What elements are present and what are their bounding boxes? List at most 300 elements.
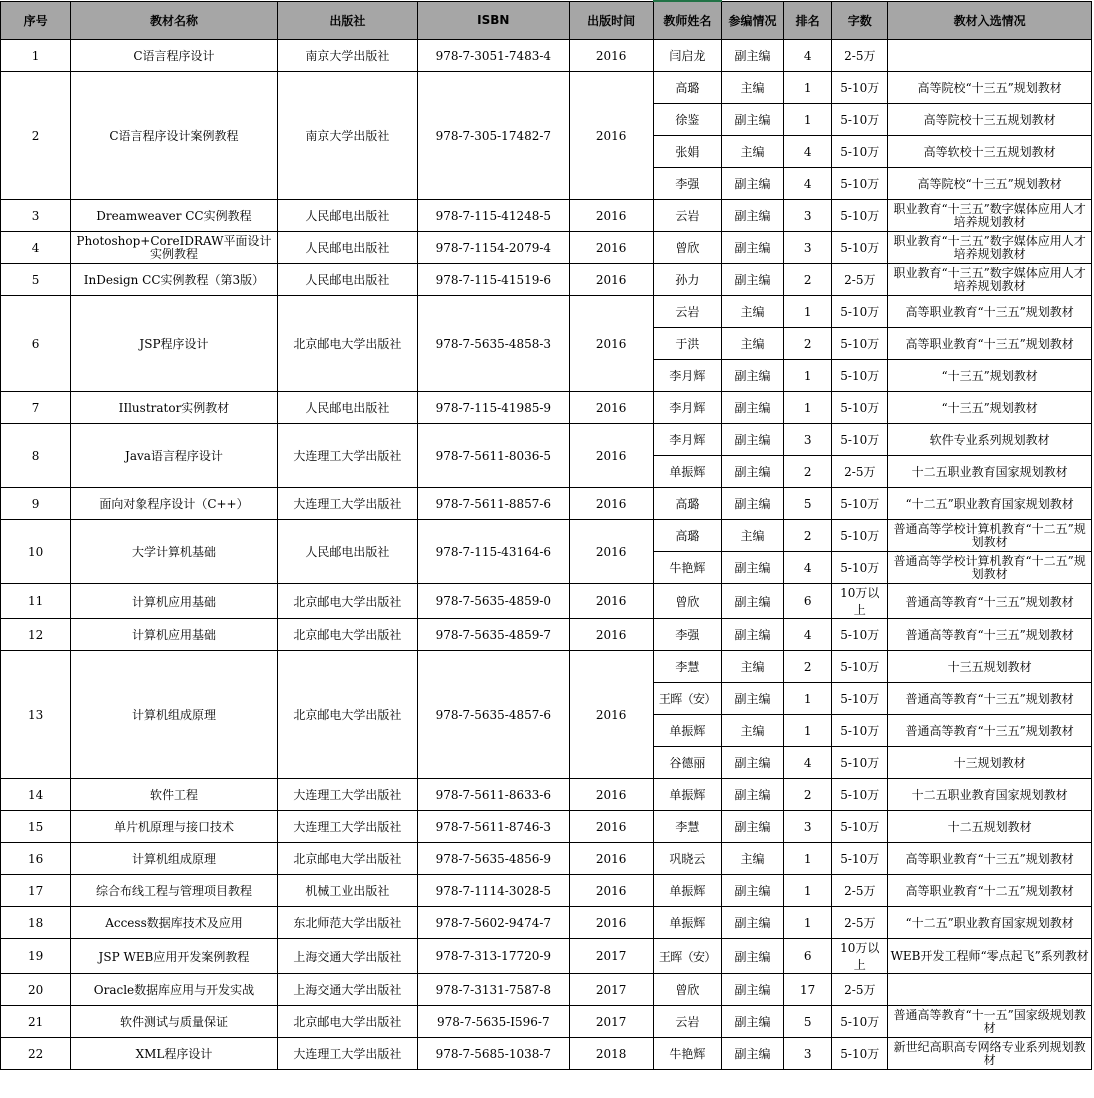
cell-no[interactable]: 6: [1, 296, 71, 392]
cell-rank[interactable]: 1: [784, 360, 832, 392]
cell-teacher[interactable]: 高璐: [653, 520, 721, 552]
cell-rank[interactable]: 5: [784, 1006, 832, 1038]
cell-role[interactable]: 副主编: [721, 456, 783, 488]
cell-teacher[interactable]: 云岩: [653, 1006, 721, 1038]
cell-rank[interactable]: 1: [784, 296, 832, 328]
cell-words[interactable]: 5-10万: [832, 779, 888, 811]
cell-selection[interactable]: 高等软校十三五规划教材: [888, 136, 1092, 168]
cell-year[interactable]: 2016: [569, 779, 653, 811]
cell-year[interactable]: 2016: [569, 520, 653, 584]
cell-words[interactable]: 5-10万: [832, 424, 888, 456]
cell-teacher[interactable]: 曾欣: [653, 584, 721, 619]
cell-teacher[interactable]: 李月辉: [653, 360, 721, 392]
cell-role[interactable]: 副主编: [721, 360, 783, 392]
cell-title[interactable]: 计算机应用基础: [71, 619, 278, 651]
cell-role[interactable]: 副主编: [721, 200, 783, 232]
cell-isbn[interactable]: 978-7-5685-1038-7: [418, 1038, 569, 1070]
cell-selection[interactable]: WEB开发工程师“零点起飞”系列教材: [888, 939, 1092, 974]
cell-teacher[interactable]: 牛艳辉: [653, 552, 721, 584]
cell-year[interactable]: 2016: [569, 619, 653, 651]
cell-words[interactable]: 10万以上: [832, 584, 888, 619]
cell-role[interactable]: 副主编: [721, 683, 783, 715]
cell-year[interactable]: 2016: [569, 392, 653, 424]
cell-isbn[interactable]: 978-7-5611-8746-3: [418, 811, 569, 843]
cell-no[interactable]: 10: [1, 520, 71, 584]
cell-rank[interactable]: 1: [784, 683, 832, 715]
cell-year[interactable]: 2016: [569, 584, 653, 619]
cell-title[interactable]: C语言程序设计: [71, 40, 278, 72]
cell-rank[interactable]: 6: [784, 584, 832, 619]
cell-teacher[interactable]: 于洪: [653, 328, 721, 360]
cell-words[interactable]: 5-10万: [832, 811, 888, 843]
cell-words[interactable]: 5-10万: [832, 552, 888, 584]
cell-selection[interactable]: “十三五”规划教材: [888, 360, 1092, 392]
header-row: [1, 1, 1092, 40]
cell-teacher[interactable]: 孙力: [653, 264, 721, 296]
cell-teacher[interactable]: 云岩: [653, 296, 721, 328]
cell-publisher[interactable]: 北京邮电大学出版社: [277, 584, 417, 619]
cell-title[interactable]: XML程序设计: [71, 1038, 278, 1070]
cell-publisher[interactable]: 北京邮电大学出版社: [277, 1006, 417, 1038]
cell-no[interactable]: 15: [1, 811, 71, 843]
cell-role[interactable]: 副主编: [721, 875, 783, 907]
cell-words[interactable]: 5-10万: [832, 1038, 888, 1070]
cell-words[interactable]: 5-10万: [832, 72, 888, 104]
cell-no[interactable]: 8: [1, 424, 71, 488]
header-year[interactable]: 出版时间: [569, 1, 653, 40]
cell-words[interactable]: 5-10万: [832, 520, 888, 552]
cell-words[interactable]: 5-10万: [832, 651, 888, 683]
cell-no[interactable]: 18: [1, 907, 71, 939]
cell-role[interactable]: 主编: [721, 715, 783, 747]
cell-rank[interactable]: 1: [784, 875, 832, 907]
cell-role[interactable]: 副主编: [721, 1038, 783, 1070]
cell-title[interactable]: 计算机组成原理: [71, 843, 278, 875]
cell-publisher[interactable]: 大连理工大学出版社: [277, 1038, 417, 1070]
cell-year[interactable]: 2016: [569, 72, 653, 200]
cell-title[interactable]: C语言程序设计案例教程: [71, 72, 278, 200]
cell-no[interactable]: 11: [1, 584, 71, 619]
cell-role[interactable]: 副主编: [721, 907, 783, 939]
cell-selection[interactable]: 职业教育“十三五”数字媒体应用人才培养规划教材: [888, 264, 1092, 296]
cell-rank[interactable]: 2: [784, 328, 832, 360]
table-row: [1, 779, 1092, 811]
cell-teacher[interactable]: 李慧: [653, 811, 721, 843]
cell-no[interactable]: 12: [1, 619, 71, 651]
cell-no[interactable]: 16: [1, 843, 71, 875]
cell-words[interactable]: 5-10万: [832, 392, 888, 424]
table-row: [1, 843, 1092, 875]
cell-teacher[interactable]: 单振辉: [653, 715, 721, 747]
cell-publisher[interactable]: 南京大学出版社: [277, 72, 417, 200]
cell-role[interactable]: 主编: [721, 328, 783, 360]
cell-teacher[interactable]: 李强: [653, 619, 721, 651]
table-row: [1, 875, 1092, 907]
cell-words[interactable]: 5-10万: [832, 296, 888, 328]
cell-role[interactable]: 副主编: [721, 40, 783, 72]
cell-year[interactable]: 2017: [569, 974, 653, 1006]
table-row: [1, 907, 1092, 939]
cell-rank[interactable]: 4: [784, 40, 832, 72]
cell-selection[interactable]: 高等院校“十三五”规划教材: [888, 168, 1092, 200]
header-teacher[interactable]: 教师姓名: [653, 1, 721, 40]
cell-no[interactable]: 21: [1, 1006, 71, 1038]
cell-title[interactable]: Oracle数据库应用与开发实战: [71, 974, 278, 1006]
cell-words[interactable]: 5-10万: [832, 104, 888, 136]
cell-teacher[interactable]: 李月辉: [653, 424, 721, 456]
cell-rank[interactable]: 1: [784, 843, 832, 875]
cell-year[interactable]: 2016: [569, 424, 653, 488]
table-row: [1, 424, 1092, 456]
cell-publisher[interactable]: 人民邮电出版社: [277, 520, 417, 584]
cell-rank[interactable]: 3: [784, 200, 832, 232]
cell-selection[interactable]: 高等院校“十三五”规划教材: [888, 72, 1092, 104]
cell-selection[interactable]: 高等职业教育“十二五”规划教材: [888, 875, 1092, 907]
cell-year[interactable]: 2018: [569, 1038, 653, 1070]
cell-publisher[interactable]: 北京邮电大学出版社: [277, 296, 417, 392]
cell-selection[interactable]: 软件专业系列规划教材: [888, 424, 1092, 456]
header-selection[interactable]: 教材入选情况: [888, 1, 1092, 40]
table-row: [1, 264, 1092, 296]
cell-publisher[interactable]: 南京大学出版社: [277, 40, 417, 72]
cell-isbn[interactable]: 978-7-115-41985-9: [418, 392, 569, 424]
cell-selection[interactable]: [888, 40, 1092, 72]
cell-year[interactable]: 2016: [569, 296, 653, 392]
cell-teacher[interactable]: 闫启龙: [653, 40, 721, 72]
cell-publisher[interactable]: 人民邮电出版社: [277, 200, 417, 232]
cell-rank[interactable]: 1: [784, 715, 832, 747]
cell-role[interactable]: 主编: [721, 296, 783, 328]
cell-words[interactable]: 5-10万: [832, 360, 888, 392]
cell-rank[interactable]: 3: [784, 424, 832, 456]
cell-no[interactable]: 3: [1, 200, 71, 232]
table-row: [1, 392, 1092, 424]
cell-title[interactable]: Photoshop+CoreIDRAW平面设计实例教程: [71, 232, 278, 264]
cell-isbn[interactable]: 978-7-5635-4859-0: [418, 584, 569, 619]
cell-isbn[interactable]: 978-7-5635-4859-7: [418, 619, 569, 651]
cell-selection[interactable]: 普通高等教育“十三五”规划教材: [888, 715, 1092, 747]
cell-selection[interactable]: “十二五”职业教育国家规划教材: [888, 488, 1092, 520]
cell-year[interactable]: 2016: [569, 875, 653, 907]
cell-words[interactable]: 5-10万: [832, 843, 888, 875]
cell-role[interactable]: 副主编: [721, 811, 783, 843]
cell-rank[interactable]: 4: [784, 136, 832, 168]
cell-role[interactable]: 副主编: [721, 168, 783, 200]
cell-year[interactable]: 2016: [569, 651, 653, 779]
cell-words[interactable]: 5-10万: [832, 1006, 888, 1038]
table-row: [1, 40, 1092, 72]
cell-no[interactable]: 4: [1, 232, 71, 264]
cell-selection[interactable]: 高等院校十三五规划教材: [888, 104, 1092, 136]
table-row: [1, 974, 1092, 1006]
cell-title[interactable]: 面向对象程序设计（C++）: [71, 488, 278, 520]
cell-role[interactable]: 主编: [721, 136, 783, 168]
cell-selection[interactable]: 普通高等教育“十三五”规划教材: [888, 683, 1092, 715]
cell-isbn[interactable]: 978-7-5611-8857-6: [418, 488, 569, 520]
cell-title[interactable]: 大学计算机基础: [71, 520, 278, 584]
cell-year[interactable]: 2016: [569, 488, 653, 520]
table-row: [1, 811, 1092, 843]
cell-words[interactable]: 5-10万: [832, 488, 888, 520]
cell-role[interactable]: 副主编: [721, 392, 783, 424]
cell-year[interactable]: 2017: [569, 1006, 653, 1038]
cell-no[interactable]: 13: [1, 651, 71, 779]
cell-role[interactable]: 副主编: [721, 619, 783, 651]
cell-teacher[interactable]: 李月辉: [653, 392, 721, 424]
cell-words[interactable]: 5-10万: [832, 683, 888, 715]
cell-rank[interactable]: 5: [784, 488, 832, 520]
cell-title[interactable]: 软件工程: [71, 779, 278, 811]
cell-isbn[interactable]: 978-7-3131-7587-8: [418, 974, 569, 1006]
cell-selection[interactable]: 十二五职业教育国家规划教材: [888, 779, 1092, 811]
cell-selection[interactable]: 高等职业教育“十三五”规划教材: [888, 843, 1092, 875]
header-role[interactable]: 参编情况: [721, 1, 783, 40]
cell-selection[interactable]: 高等职业教育“十三五”规划教材: [888, 328, 1092, 360]
cell-selection[interactable]: 十二五职业教育国家规划教材: [888, 456, 1092, 488]
header-publisher[interactable]: 出版社: [277, 1, 417, 40]
cell-selection[interactable]: 高等职业教育“十三五”规划教材: [888, 296, 1092, 328]
table-row: [1, 939, 1092, 974]
cell-selection[interactable]: [888, 974, 1092, 1006]
cell-selection[interactable]: 十三规划教材: [888, 747, 1092, 779]
table-row: [1, 1038, 1092, 1070]
cell-title[interactable]: 计算机应用基础: [71, 584, 278, 619]
cell-role[interactable]: 副主编: [721, 552, 783, 584]
cell-rank[interactable]: 3: [784, 1038, 832, 1070]
cell-rank[interactable]: 4: [784, 168, 832, 200]
cell-teacher[interactable]: 单振辉: [653, 456, 721, 488]
cell-role[interactable]: 副主编: [721, 939, 783, 974]
cell-isbn[interactable]: 978-7-1114-3028-5: [418, 875, 569, 907]
cell-words[interactable]: 5-10万: [832, 136, 888, 168]
cell-words[interactable]: 10万以上: [832, 939, 888, 974]
cell-title[interactable]: Java语言程序设计: [71, 424, 278, 488]
cell-role[interactable]: 副主编: [721, 747, 783, 779]
cell-title[interactable]: InDesign CC实例教程（第3版）: [71, 264, 278, 296]
cell-rank[interactable]: 1: [784, 72, 832, 104]
cell-rank[interactable]: 2: [784, 651, 832, 683]
cell-isbn[interactable]: 978-7-5611-8633-6: [418, 779, 569, 811]
cell-selection[interactable]: “十三五”规划教材: [888, 392, 1092, 424]
header-no[interactable]: 序号: [1, 1, 71, 40]
cell-selection[interactable]: 十二五规划教材: [888, 811, 1092, 843]
table-row: [1, 232, 1092, 264]
cell-words[interactable]: 2-5万: [832, 875, 888, 907]
cell-isbn[interactable]: 978-7-5611-8036-5: [418, 424, 569, 488]
cell-publisher[interactable]: 上海交通大学出版社: [277, 939, 417, 974]
cell-selection[interactable]: 普通高等教育“十三五”规划教材: [888, 584, 1092, 619]
cell-year[interactable]: 2016: [569, 907, 653, 939]
header-words[interactable]: 字数: [832, 1, 888, 40]
cell-year[interactable]: 2017: [569, 939, 653, 974]
cell-publisher[interactable]: 机械工业出版社: [277, 875, 417, 907]
cell-publisher[interactable]: 大连理工大学出版社: [277, 424, 417, 488]
cell-selection[interactable]: 普通高等学校计算机教育“十二五”规划教材: [888, 552, 1092, 584]
cell-teacher[interactable]: 巩晓云: [653, 843, 721, 875]
cell-no[interactable]: 9: [1, 488, 71, 520]
cell-publisher[interactable]: 大连理工大学出版社: [277, 811, 417, 843]
cell-teacher[interactable]: 云岩: [653, 200, 721, 232]
cell-words[interactable]: 5-10万: [832, 619, 888, 651]
cell-isbn[interactable]: 978-7-115-41248-5: [418, 200, 569, 232]
cell-teacher[interactable]: 王晖（安）: [653, 683, 721, 715]
cell-words[interactable]: 5-10万: [832, 200, 888, 232]
cell-title[interactable]: JSP程序设计: [71, 296, 278, 392]
cell-teacher[interactable]: 牛艳辉: [653, 1038, 721, 1070]
cell-isbn[interactable]: 978-7-5635-4858-3: [418, 296, 569, 392]
cell-role[interactable]: 主编: [721, 520, 783, 552]
cell-rank[interactable]: 3: [784, 811, 832, 843]
cell-title[interactable]: Access数据库技术及应用: [71, 907, 278, 939]
cell-teacher[interactable]: 谷德丽: [653, 747, 721, 779]
header-title[interactable]: 教材名称: [71, 1, 278, 40]
cell-role[interactable]: 主编: [721, 72, 783, 104]
cell-role[interactable]: 副主编: [721, 779, 783, 811]
cell-rank[interactable]: 3: [784, 232, 832, 264]
cell-publisher[interactable]: 上海交通大学出版社: [277, 974, 417, 1006]
cell-no[interactable]: 14: [1, 779, 71, 811]
cell-isbn[interactable]: 978-7-5635-4857-6: [418, 651, 569, 779]
cell-selection[interactable]: 普通高等学校计算机教育“十二五”规划教材: [888, 520, 1092, 552]
cell-publisher[interactable]: 人民邮电出版社: [277, 392, 417, 424]
cell-words[interactable]: 5-10万: [832, 715, 888, 747]
cell-year[interactable]: 2016: [569, 264, 653, 296]
cell-title[interactable]: 软件测试与质量保证: [71, 1006, 278, 1038]
cell-selection[interactable]: 十三五规划教材: [888, 651, 1092, 683]
cell-rank[interactable]: 1: [784, 392, 832, 424]
cell-selection[interactable]: “十二五”职业教育国家规划教材: [888, 907, 1092, 939]
header-isbn[interactable]: ISBN: [418, 1, 569, 40]
cell-teacher[interactable]: 李慧: [653, 651, 721, 683]
cell-role[interactable]: 副主编: [721, 584, 783, 619]
cell-rank[interactable]: 1: [784, 104, 832, 136]
cell-rank[interactable]: 2: [784, 779, 832, 811]
cell-publisher[interactable]: 北京邮电大学出版社: [277, 651, 417, 779]
cell-year[interactable]: 2016: [569, 843, 653, 875]
cell-selection[interactable]: 职业教育“十三五”数字媒体应用人才培养规划教材: [888, 232, 1092, 264]
cell-teacher[interactable]: 张娟: [653, 136, 721, 168]
cell-publisher[interactable]: 大连理工大学出版社: [277, 488, 417, 520]
cell-isbn[interactable]: 978-7-115-43164-6: [418, 520, 569, 584]
cell-isbn[interactable]: 978-7-313-17720-9: [418, 939, 569, 974]
cell-selection[interactable]: 普通高等教育“十一五”国家级规划教材: [888, 1006, 1092, 1038]
cell-isbn[interactable]: 978-7-115-41519-6: [418, 264, 569, 296]
header-rank[interactable]: 排名: [784, 1, 832, 40]
cell-publisher[interactable]: 北京邮电大学出版社: [277, 843, 417, 875]
cell-title[interactable]: 综合布线工程与管理项目教程: [71, 875, 278, 907]
cell-no[interactable]: 19: [1, 939, 71, 974]
cell-title[interactable]: JSP WEB应用开发案例教程: [71, 939, 278, 974]
table-row: [1, 296, 1092, 328]
cell-title[interactable]: IIlustrator实例教材: [71, 392, 278, 424]
cell-publisher[interactable]: 人民邮电出版社: [277, 264, 417, 296]
cell-no[interactable]: 5: [1, 264, 71, 296]
cell-publisher[interactable]: 东北师范大学出版社: [277, 907, 417, 939]
cell-year[interactable]: 2016: [569, 811, 653, 843]
table-row: [1, 488, 1092, 520]
cell-selection[interactable]: 职业教育“十三五”数字媒体应用人才培养规划教材: [888, 200, 1092, 232]
cell-rank[interactable]: 1: [784, 907, 832, 939]
cell-year[interactable]: 2016: [569, 40, 653, 72]
cell-selection[interactable]: 新世纪高职高专网络专业系列规划教材: [888, 1038, 1092, 1070]
cell-teacher[interactable]: 徐鉴: [653, 104, 721, 136]
cell-rank[interactable]: 17: [784, 974, 832, 1006]
cell-role[interactable]: 主编: [721, 651, 783, 683]
cell-rank[interactable]: 4: [784, 552, 832, 584]
cell-teacher[interactable]: 高璐: [653, 488, 721, 520]
cell-title[interactable]: 计算机组成原理: [71, 651, 278, 779]
cell-role[interactable]: 主编: [721, 843, 783, 875]
cell-teacher[interactable]: 单振辉: [653, 907, 721, 939]
cell-no[interactable]: 20: [1, 974, 71, 1006]
cell-role[interactable]: 副主编: [721, 1006, 783, 1038]
cell-role[interactable]: 副主编: [721, 232, 783, 264]
table-row: [1, 520, 1092, 552]
cell-words[interactable]: 2-5万: [832, 907, 888, 939]
cell-teacher[interactable]: 曾欣: [653, 232, 721, 264]
cell-publisher[interactable]: 北京邮电大学出版社: [277, 619, 417, 651]
cell-year[interactable]: 2016: [569, 200, 653, 232]
cell-teacher[interactable]: 单振辉: [653, 779, 721, 811]
cell-role[interactable]: 副主编: [721, 424, 783, 456]
cell-isbn[interactable]: 978-7-5602-9474-7: [418, 907, 569, 939]
cell-role[interactable]: 副主编: [721, 104, 783, 136]
cell-rank[interactable]: 4: [784, 747, 832, 779]
cell-rank[interactable]: 2: [784, 264, 832, 296]
cell-teacher[interactable]: 李强: [653, 168, 721, 200]
cell-role[interactable]: 副主编: [721, 264, 783, 296]
cell-isbn[interactable]: 978-7-3051-7483-4: [418, 40, 569, 72]
cell-rank[interactable]: 6: [784, 939, 832, 974]
cell-teacher[interactable]: 曾欣: [653, 974, 721, 1006]
cell-no[interactable]: 2: [1, 72, 71, 200]
cell-title[interactable]: Dreamweaver CC实例教程: [71, 200, 278, 232]
cell-isbn[interactable]: 978-7-5635-I596-7: [418, 1006, 569, 1038]
cell-isbn[interactable]: 978-7-305-17482-7: [418, 72, 569, 200]
cell-publisher[interactable]: 人民邮电出版社: [277, 232, 417, 264]
cell-words[interactable]: 5-10万: [832, 747, 888, 779]
cell-isbn[interactable]: 978-7-5635-4856-9: [418, 843, 569, 875]
cell-selection[interactable]: 普通高等教育“十三五”规划教材: [888, 619, 1092, 651]
cell-role[interactable]: 副主编: [721, 488, 783, 520]
cell-year[interactable]: 2016: [569, 232, 653, 264]
cell-title[interactable]: 单片机原理与接口技术: [71, 811, 278, 843]
cell-teacher[interactable]: 单振辉: [653, 875, 721, 907]
cell-teacher[interactable]: 王晖（安）: [653, 939, 721, 974]
cell-publisher[interactable]: 大连理工大学出版社: [277, 779, 417, 811]
cell-no[interactable]: 7: [1, 392, 71, 424]
cell-no[interactable]: 17: [1, 875, 71, 907]
cell-words[interactable]: 5-10万: [832, 168, 888, 200]
table-row: [1, 584, 1092, 619]
cell-words[interactable]: 2-5万: [832, 974, 888, 1006]
cell-rank[interactable]: 2: [784, 520, 832, 552]
table-row: [1, 200, 1092, 232]
cell-words[interactable]: 2-5万: [832, 456, 888, 488]
cell-teacher[interactable]: 高璐: [653, 72, 721, 104]
cell-role[interactable]: 副主编: [721, 974, 783, 1006]
cell-rank[interactable]: 4: [784, 619, 832, 651]
cell-no[interactable]: 22: [1, 1038, 71, 1070]
cell-words[interactable]: 5-10万: [832, 328, 888, 360]
cell-rank[interactable]: 2: [784, 456, 832, 488]
cell-no[interactable]: 1: [1, 40, 71, 72]
cell-words[interactable]: 2-5万: [832, 264, 888, 296]
cell-isbn[interactable]: 978-7-1154-2079-4: [418, 232, 569, 264]
table-row: [1, 651, 1092, 683]
cell-words[interactable]: 2-5万: [832, 40, 888, 72]
cell-words[interactable]: 5-10万: [832, 232, 888, 264]
